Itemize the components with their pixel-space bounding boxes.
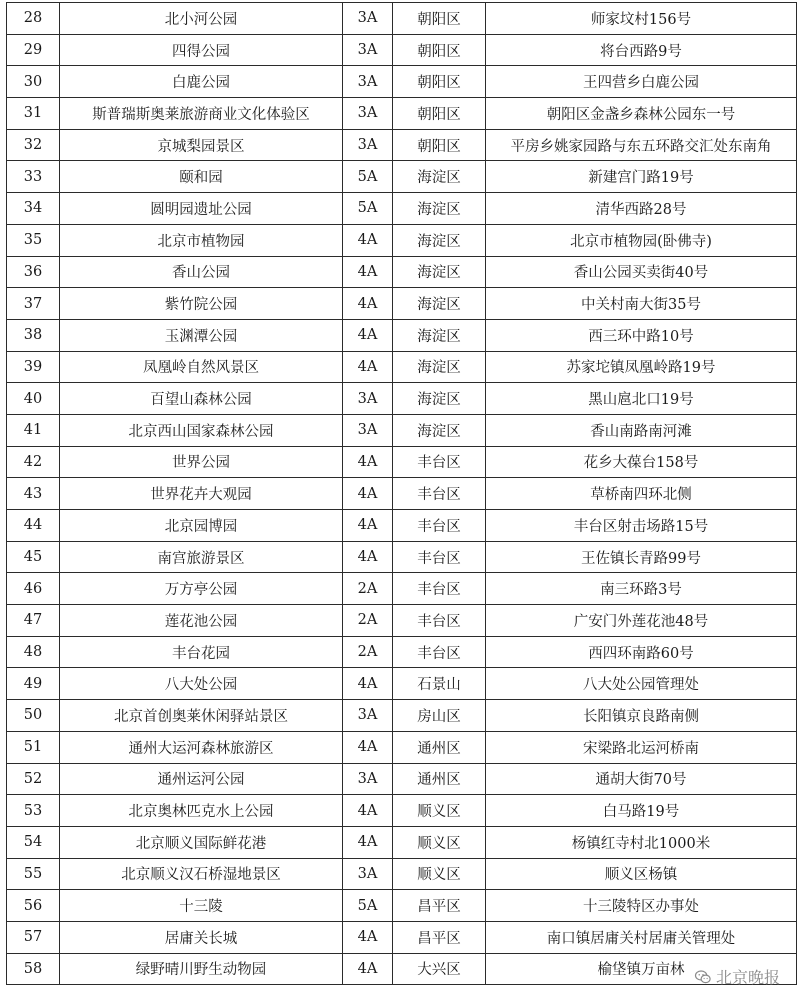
cell-level: 2A — [343, 605, 393, 637]
cell-number: 56 — [7, 890, 60, 922]
cell-spot-name: 通州大运河森林旅游区 — [60, 731, 343, 763]
cell-level: 4A — [343, 351, 393, 383]
cell-address: 西四环南路60号 — [486, 636, 797, 668]
cell-number: 28 — [7, 3, 60, 35]
cell-address: 长阳镇京良路南侧 — [486, 700, 797, 732]
cell-address: 清华西路28号 — [486, 193, 797, 225]
cell-number: 54 — [7, 826, 60, 858]
table-row — [7, 478, 797, 510]
cell-spot-name: 四得公园 — [60, 34, 343, 66]
cell-level: 4A — [343, 826, 393, 858]
cell-address: 南三环路3号 — [486, 573, 797, 605]
cell-level: 4A — [343, 446, 393, 478]
table-row — [7, 34, 797, 66]
cell-spot-name: 绿野晴川野生动物园 — [60, 953, 343, 985]
cell-district: 海淀区 — [393, 319, 486, 351]
table-row — [7, 351, 797, 383]
cell-district: 顺义区 — [393, 858, 486, 890]
table-row — [7, 288, 797, 320]
cell-spot-name: 丰台花园 — [60, 636, 343, 668]
cell-level: 4A — [343, 478, 393, 510]
cell-spot-name: 北京西山国家森林公园 — [60, 414, 343, 446]
scenic-spot-table — [6, 2, 797, 985]
cell-address: 顺义区杨镇 — [486, 858, 797, 890]
cell-district: 丰台区 — [393, 510, 486, 542]
cell-spot-name: 北京园博园 — [60, 510, 343, 542]
cell-address: 花乡大葆台158号 — [486, 446, 797, 478]
table-row — [7, 256, 797, 288]
cell-address: 香山公园买卖街40号 — [486, 256, 797, 288]
cell-level: 4A — [343, 921, 393, 953]
cell-address: 王佐镇长青路99号 — [486, 541, 797, 573]
cell-district: 朝阳区 — [393, 66, 486, 98]
cell-level: 5A — [343, 890, 393, 922]
table-row — [7, 446, 797, 478]
cell-number: 55 — [7, 858, 60, 890]
cell-level: 3A — [343, 98, 393, 130]
cell-level: 4A — [343, 668, 393, 700]
cell-number: 44 — [7, 510, 60, 542]
cell-level: 4A — [343, 510, 393, 542]
cell-district: 海淀区 — [393, 224, 486, 256]
cell-address: 通胡大街70号 — [486, 763, 797, 795]
cell-level: 4A — [343, 731, 393, 763]
cell-spot-name: 斯普瑞斯奥莱旅游商业文化体验区 — [60, 98, 343, 130]
cell-spot-name: 京城梨园景区 — [60, 129, 343, 161]
cell-district: 昌平区 — [393, 921, 486, 953]
cell-level: 3A — [343, 858, 393, 890]
cell-district: 丰台区 — [393, 478, 486, 510]
cell-district: 海淀区 — [393, 414, 486, 446]
cell-spot-name: 万方亭公园 — [60, 573, 343, 605]
table-row — [7, 636, 797, 668]
cell-district: 丰台区 — [393, 605, 486, 637]
cell-number: 46 — [7, 573, 60, 605]
cell-level: 3A — [343, 3, 393, 35]
cell-spot-name: 紫竹院公园 — [60, 288, 343, 320]
cell-spot-name: 北京顺义国际鲜花港 — [60, 826, 343, 858]
cell-level: 4A — [343, 953, 393, 985]
table-row — [7, 541, 797, 573]
cell-spot-name: 十三陵 — [60, 890, 343, 922]
cell-level: 3A — [343, 66, 393, 98]
table-row — [7, 763, 797, 795]
cell-spot-name: 居庸关长城 — [60, 921, 343, 953]
cell-level: 4A — [343, 319, 393, 351]
cell-district: 朝阳区 — [393, 3, 486, 35]
cell-number: 53 — [7, 795, 60, 827]
cell-district: 海淀区 — [393, 256, 486, 288]
cell-district: 通州区 — [393, 731, 486, 763]
cell-number: 29 — [7, 34, 60, 66]
cell-district: 朝阳区 — [393, 34, 486, 66]
cell-number: 47 — [7, 605, 60, 637]
cell-district: 海淀区 — [393, 383, 486, 415]
table-row — [7, 890, 797, 922]
cell-address: 西三环中路10号 — [486, 319, 797, 351]
cell-number: 39 — [7, 351, 60, 383]
cell-address: 十三陵特区办事处 — [486, 890, 797, 922]
cell-district: 石景山 — [393, 668, 486, 700]
cell-spot-name: 玉渊潭公园 — [60, 319, 343, 351]
cell-spot-name: 八大处公园 — [60, 668, 343, 700]
cell-level: 4A — [343, 541, 393, 573]
cell-level: 5A — [343, 161, 393, 193]
table-row — [7, 510, 797, 542]
cell-district: 海淀区 — [393, 351, 486, 383]
cell-address: 广安门外莲花池48号 — [486, 605, 797, 637]
cell-address: 南口镇居庸关村居庸关管理处 — [486, 921, 797, 953]
cell-number: 48 — [7, 636, 60, 668]
cell-number: 40 — [7, 383, 60, 415]
table-row — [7, 414, 797, 446]
cell-level: 3A — [343, 34, 393, 66]
cell-number: 31 — [7, 98, 60, 130]
cell-number: 50 — [7, 700, 60, 732]
cell-number: 32 — [7, 129, 60, 161]
cell-district: 朝阳区 — [393, 98, 486, 130]
cell-number: 35 — [7, 224, 60, 256]
table-row — [7, 383, 797, 415]
cell-number: 43 — [7, 478, 60, 510]
table-row — [7, 98, 797, 130]
cell-district: 海淀区 — [393, 288, 486, 320]
cell-spot-name: 香山公园 — [60, 256, 343, 288]
cell-spot-name: 北京奥林匹克水上公园 — [60, 795, 343, 827]
cell-district: 海淀区 — [393, 193, 486, 225]
cell-address: 香山南路南河滩 — [486, 414, 797, 446]
table-row — [7, 795, 797, 827]
table-row — [7, 161, 797, 193]
cell-address: 八大处公园管理处 — [486, 668, 797, 700]
cell-number: 37 — [7, 288, 60, 320]
watermark — [694, 965, 780, 988]
cell-number: 36 — [7, 256, 60, 288]
cell-number: 52 — [7, 763, 60, 795]
cell-number: 33 — [7, 161, 60, 193]
cell-level: 3A — [343, 700, 393, 732]
cell-district: 昌平区 — [393, 890, 486, 922]
cell-spot-name: 通州运河公园 — [60, 763, 343, 795]
cell-level: 4A — [343, 256, 393, 288]
cell-level: 4A — [343, 795, 393, 827]
watermark-text: 北京晚报 — [715, 968, 780, 987]
cell-level: 4A — [343, 224, 393, 256]
cell-address: 王四营乡白鹿公园 — [486, 66, 797, 98]
cell-address: 将台西路9号 — [486, 34, 797, 66]
cell-spot-name: 北京顺义汉石桥湿地景区 — [60, 858, 343, 890]
table-row — [7, 129, 797, 161]
cell-number: 34 — [7, 193, 60, 225]
table-row — [7, 224, 797, 256]
cell-address: 白马路19号 — [486, 795, 797, 827]
cell-number: 38 — [7, 319, 60, 351]
table-row — [7, 573, 797, 605]
cell-address: 中关村南大街35号 — [486, 288, 797, 320]
cell-spot-name: 世界花卉大观园 — [60, 478, 343, 510]
cell-number: 41 — [7, 414, 60, 446]
cell-address: 平房乡姚家园路与东五环路交汇处东南角 — [486, 129, 797, 161]
cell-district: 丰台区 — [393, 446, 486, 478]
cell-spot-name: 百望山森林公园 — [60, 383, 343, 415]
cell-level: 3A — [343, 383, 393, 415]
cell-number: 51 — [7, 731, 60, 763]
cell-address: 黑山扈北口19号 — [486, 383, 797, 415]
cell-level: 3A — [343, 129, 393, 161]
table-row — [7, 668, 797, 700]
cell-address: 丰台区射击场路15号 — [486, 510, 797, 542]
cell-level: 2A — [343, 573, 393, 605]
cell-district: 丰台区 — [393, 541, 486, 573]
table-row — [7, 731, 797, 763]
cell-address: 新建宫门路19号 — [486, 161, 797, 193]
table-body — [7, 3, 797, 985]
table-row — [7, 3, 797, 35]
cell-level: 3A — [343, 414, 393, 446]
cell-address: 朝阳区金盏乡森林公园东一号 — [486, 98, 797, 130]
cell-district: 海淀区 — [393, 161, 486, 193]
cell-spot-name: 北京首创奥莱休闲驿站景区 — [60, 700, 343, 732]
table-row — [7, 66, 797, 98]
table-row — [7, 193, 797, 225]
cell-address: 北京市植物园(卧佛寺) — [486, 224, 797, 256]
cell-district: 大兴区 — [393, 953, 486, 985]
cell-spot-name: 世界公园 — [60, 446, 343, 478]
table-row — [7, 605, 797, 637]
table-row — [7, 700, 797, 732]
cell-number: 57 — [7, 921, 60, 953]
cell-number: 30 — [7, 66, 60, 98]
cell-address: 榆垡镇万亩林 — [486, 953, 797, 985]
cell-spot-name: 凤凰岭自然风景区 — [60, 351, 343, 383]
cell-spot-name: 白鹿公园 — [60, 66, 343, 98]
cell-level: 4A — [343, 288, 393, 320]
table-row — [7, 921, 797, 953]
cell-spot-name: 北小河公园 — [60, 3, 343, 35]
cell-spot-name: 南宫旅游景区 — [60, 541, 343, 573]
table-row — [7, 858, 797, 890]
wechat-icon — [694, 968, 712, 986]
cell-district: 丰台区 — [393, 636, 486, 668]
cell-district: 丰台区 — [393, 573, 486, 605]
cell-level: 2A — [343, 636, 393, 668]
cell-level: 5A — [343, 193, 393, 225]
table-row — [7, 953, 797, 985]
cell-district: 顺义区 — [393, 795, 486, 827]
cell-spot-name: 北京市植物园 — [60, 224, 343, 256]
table-row — [7, 826, 797, 858]
cell-spot-name: 圆明园遗址公园 — [60, 193, 343, 225]
cell-number: 49 — [7, 668, 60, 700]
cell-district: 通州区 — [393, 763, 486, 795]
cell-spot-name: 莲花池公园 — [60, 605, 343, 637]
cell-number: 58 — [7, 953, 60, 985]
cell-district: 顺义区 — [393, 826, 486, 858]
table-row — [7, 319, 797, 351]
cell-address: 苏家坨镇凤凰岭路19号 — [486, 351, 797, 383]
cell-number: 42 — [7, 446, 60, 478]
cell-address: 师家坟村156号 — [486, 3, 797, 35]
cell-number: 45 — [7, 541, 60, 573]
cell-address: 宋梁路北运河桥南 — [486, 731, 797, 763]
cell-district: 朝阳区 — [393, 129, 486, 161]
cell-address: 杨镇红寺村北1000米 — [486, 826, 797, 858]
cell-address: 草桥南四环北侧 — [486, 478, 797, 510]
cell-spot-name: 颐和园 — [60, 161, 343, 193]
cell-district: 房山区 — [393, 700, 486, 732]
cell-level: 3A — [343, 763, 393, 795]
